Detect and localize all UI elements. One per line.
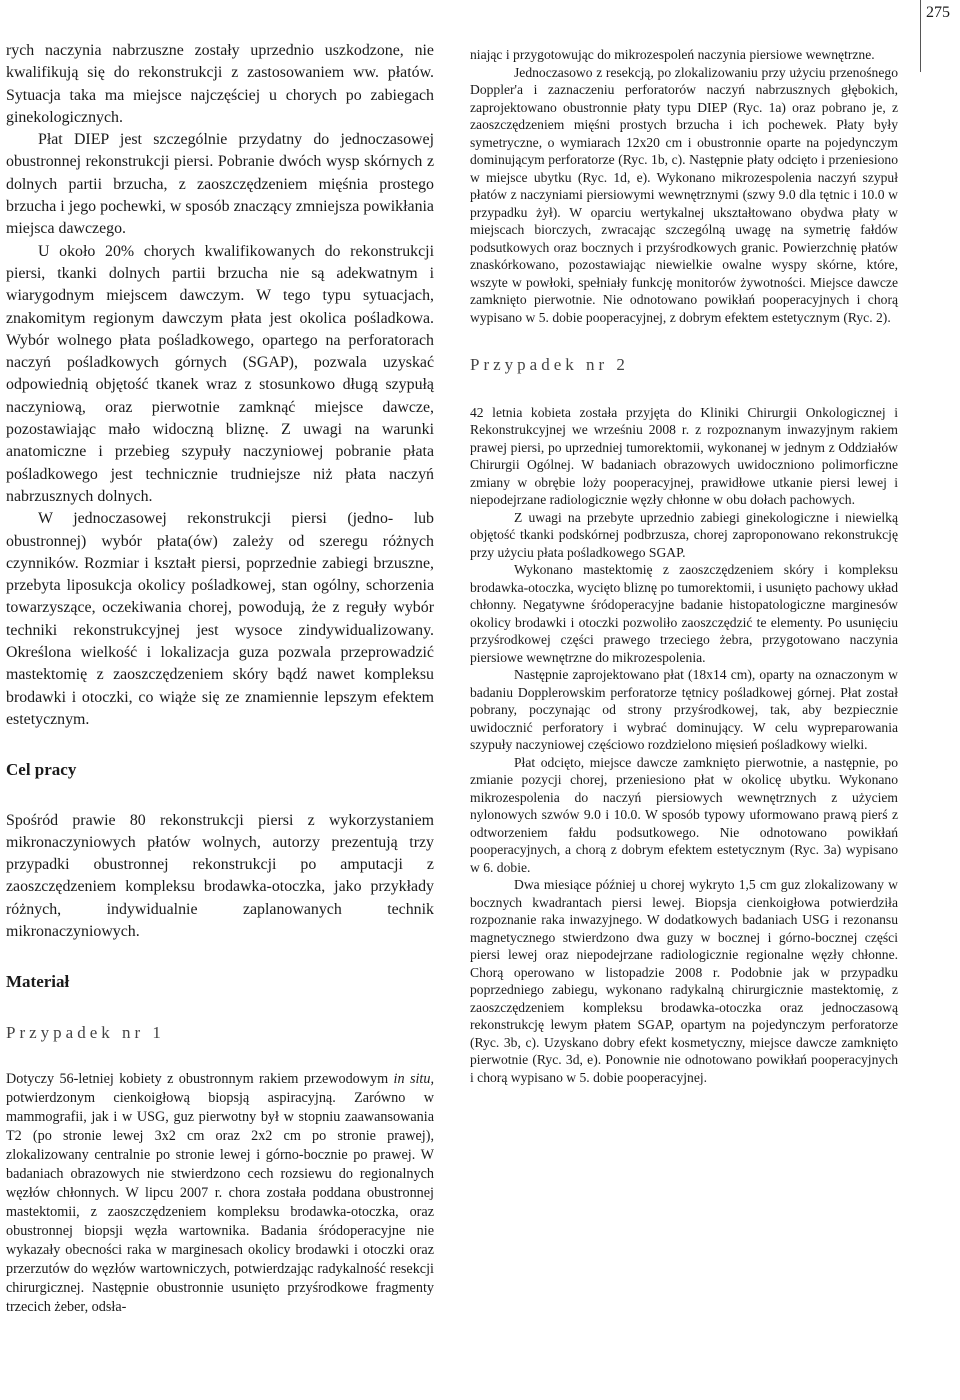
paragraph: Płat DIEP jest szczególnie przydatny do jednoczasowej obustronnej rekonstrukcji piersi. Pobranie dwóch wysp skórnych z dolnych partii brzucha, z zaoszczędzeniem mięśnia prostego brzucha i jego pochewki, w sposób znaczący zmniejsza powikłania miejsca dawczego. <box>6 131 434 238</box>
paragraph: Spośród prawie 80 rekonstrukcji piersi z wykorzystaniem mikronaczyniowych płatów wolnych, autorzy prezentują trzy przypadki obustronnej rekonstrukcji po amputacji z zaoszczędzeniem kompleksu brodawka-otoczka, jako przykłady różnych, indywidualnie zaplanowanych technik mikronaczyniowych. <box>6 811 434 940</box>
paragraph: 42 letnia kobieta została przyjęta do Kliniki Chirurgii Onkologicznej i Rekonstrukcyjnej we wrześniu 2008 r. z rozpoznanym inwazyjnym rakiem prawej piersi, po uprzedniej tumorektomii, wykonanej w jednym z Oddziałów Chirurgii Ogólnej. W badaniach obrazowych uwidoczniono polimorficzne zmiany w obrębie loży pooperacyjnej, prawidłowe utkanie piersi lewej i niepodejrzane radiologicznie węzły chłonne w obu dołach pachowych. <box>470 404 898 507</box>
text-run: potwierdzonym cienkoigłową biopsją aspiracyjną. Zarówno w mammografii, jak i w USG, guz pierwotny był w stopniu zaawansowania T2 (po stronie lewej 3x2 cm oraz 2x2 cm po stronie prawej), zlokalizowany centralnie po stronie lewej i górno-bocznie po prawej. W badaniach obrazowych nie stwierdzono cech rozsiewu do regionalnych węzłów chłonnych. W lipcu 2007 r. chora została poddana obustronnej mastektomii, z zaoszczędzeniem kompleksu brodawka-otoczka, oraz obustronnej biopsji węzła wartownika. Badania śródoperacyjne nie wykazały obecności raka w marginesach okolicy brodawki i otoczki oraz przerzutów do węzłów wartowniczych, potwierdzając radykalność resekcji chirurgicznej. Następnie obustronnie usunięto przyśrodkowe fragmenty trzecich żeber, odsła- <box>6 1089 434 1315</box>
paragraph: Płat odcięto, miejsce dawcze zamknięto pierwotnie, a następnie, po zmianie pozycji chorej, przeniesiono płat w okolicę ubytku. Wykonano mikrozespolenia do naczyń piersiowych wewnętrznych z użyciem nylonowych szwów 9.0 i 10.0. W sposób typowy uformowano prawą pierś z odtworzeniem fałdu podsutkowego. Nie odnotowano powikłań pooperacyjnych, a chorą z dobrym efektem estetycznym (Ryc. 3a) wypisano w 6. dobie. <box>470 754 898 875</box>
paragraph: Dwa miesiące później u chorej wykryto 1,5 cm guz zlokalizowany w bocznych kwadrantach piersi lewej. Biopsja cienkoigłowa potwierdziła rozpoznanie raka inwazyjnego. W dodatkowych badaniach USG i rezonansu magnetycznego stwierdzono dwa guzy w bocznej i górno-bocznej części piersi lewej oraz niepodejrzane radiologicznie regionalne węzły chłonne. Chorą operowano w listopadzie 2008 r. Podobnie jak w przypadku poprzedniego zabiegu, wykonano radykalną chirurgicznie mastektomię, z zaoszczędzeniem kompleksu brodawka-otoczka oraz jednoczasową rekonstrukcję lewym płatem SGAP, opartym na pojedynczym perforatorze (Ryc. 3b, c). Uzyskano dobry efekt kosmetyczny, miejsce dawcze zamknięto pierwotnie (Ryc. 3d, e). Ponownie nie odnotowano powikłań pooperacyjnych i chorą wypisano w 5. dobie pooperacyjnej. <box>470 877 898 1085</box>
paragraph: Wykonano mastektomię z zaoszczędzeniem skóry i kompleksu brodawka-otoczka, wycięto bliznę po tumorektomii, i usunięto pachowy układ chłonny. Negatywne śródoperacyjne badanie histopatologiczne marginesów okolicy brodawki i otoczki pozwoliło zaoszczędzić te elementy. Po usunięciu przyśrodkowej części prawego trzeciego żebra, przygotowano naczynia piersiowe wewnętrzne do mikrozespolenia. <box>470 562 898 665</box>
case-heading-1: Przypadek nr 1 <box>6 1022 165 1042</box>
paragraph: U około 20% chorych kwalifikowanych do rekonstrukcji piersi, tkanki dolnych partii brzucha nie są adekwatnym i wiarygodnym miejscem dawczym. W tego typu sytuacjach, znakomitym regionym dawczym płata jest okolica pośladkowa. Wybór wolnego płata pośladkowego, opartego na perforatorach naczyń pośladkowych górnych (SGAP), pozwala uzyskać odpowiednią objętość tkanek wraz z stosunkowo długą szypułą naczyniową, oraz pierwotnie zamknąć miejsce dawcze, pozostawiając mało widoczną bliznę. Z uwagi na warunki anatomiczne i przebieg szypuły naczyniowej pobranie płata pośladkowego jest technicznie trudniejsze niż płata naczyń nabrzusznych dolnych. <box>6 242 434 505</box>
paragraph: W jednoczasowej rekonstrukcji piersi (jedno- lub obustronnej) wybór płata(ów) zależy od szeregu różnych czynników. Rozmiar i kształt piersi, poprzednie zabiegi brzuszne, przebyta liposukcja okolicy pośladkowej, stan ogólny, schorzenia towarzyszące, oczekiwania chorej, powodują, że z reguły wybór techniki rekonstrukcyjnej jest wysoce zindywidualizowany. Określona wielkość i lokalizacja guza pozwala przeprowadzić mastektomię z zaoszczędzeniem skóry bądź nawet kompleksu brodawki i otoczki, co wiąże się ze znamiennie lepszym efektem estetycznym. <box>6 510 434 728</box>
case-heading-2: Przypadek nr 2 <box>470 355 629 374</box>
page-number: 275 <box>926 4 950 21</box>
right-column <box>470 46 898 1086</box>
left-column <box>6 40 434 1317</box>
header-rule <box>920 0 921 72</box>
text-run: Dotyczy 56-letniej kobiety z obustronnym rakiem przewodowym <box>6 1070 394 1087</box>
paragraph: niając i przygotowując do mikrozespoleń naczynia piersiowe wewnętrzne. <box>470 47 875 62</box>
paragraph: Z uwagi na przebyte uprzednio zabiegi ginekologiczne i niewielką objętość tkanki podskórnej podbrzusza, chorej zaproponowano rekonstrukcję przy użyciu płata pośladkowego SGAP. <box>470 509 898 560</box>
section-heading-material: Materiał <box>6 972 70 992</box>
section-heading-aim: Cel pracy <box>6 760 77 780</box>
italic-term: in situ, <box>393 1070 434 1087</box>
paragraph-case1 <box>6 1070 434 1317</box>
paragraph: rych naczynia nabrzuszne zostały uprzednio uszkodzone, nie kwalifikują się do rekonstrukcji z zastosowaniem ww. płatów. Sytuacja taka ma miejsce najczęściej u chorych po zabiegach ginekologicznych. <box>6 42 434 126</box>
paragraph: Następnie zaprojektowano płat (18x14 cm), oparty na oznaczonym w badaniu Dopplerowskim perforatorze tętnicy pośladkowej górnej. Płat został pobrany, poczynając od strony przyśrodkowej, tak, aby bezpiecznie uwidocznić perforatory i wybrać dominujący. W celu wypreparowania szypuły naczyniowej częściowo rozdzielono mięsień pośladkowy wielki. <box>470 667 898 752</box>
paragraph: Jednoczasowo z resekcją, po zlokalizowaniu przy użyciu przenośnego Doppler'a i zaznaczeniu perforatorów naczyń nabrzusznych głębokich, zaprojektowano obustronnie płaty typu DIEP (Ryc. 1a) oraz pobrano je, z zaoszczędzeniem mięśni prostych brzucha i ich pochewek. Płaty były symetryczne, o wymiarach 12x20 cm i obustronnie oparte na pojedynczym dominującym perforatorze (Ryc. 1b, c). Następnie płaty odcięto i przeniesiono w miejsce ubytku (Ryc. 1d, e). Wykonano mikrozespolenia naczyń szypuł płatów z naczyniami piersiowymi wewnętrznymi (szwy 9.0 dla tętnic i 10.0 w przypadku żył). W oparciu wertykalnej ukształtowano obydwa płaty w miejscach biorczych, zwracając szczególną uwagę na symetrię fałdów podsutkowych oraz bocznych i przyśrodkowych granic. Powierzchnię płatów znaskórkowano, pozostawiając niewielkie owalne wyspy skórne, które, wszyte w powłoki, spełniały funkcję monitorów żywotności. Miejsce dawcze zamknięto pierwotnie. Nie odnotowano powikłań pooperacyjnych i chorą wypisano w 5. dobie pooperacyjnej, z dobrym efektem estetycznym (Ryc. 2). <box>470 64 898 325</box>
